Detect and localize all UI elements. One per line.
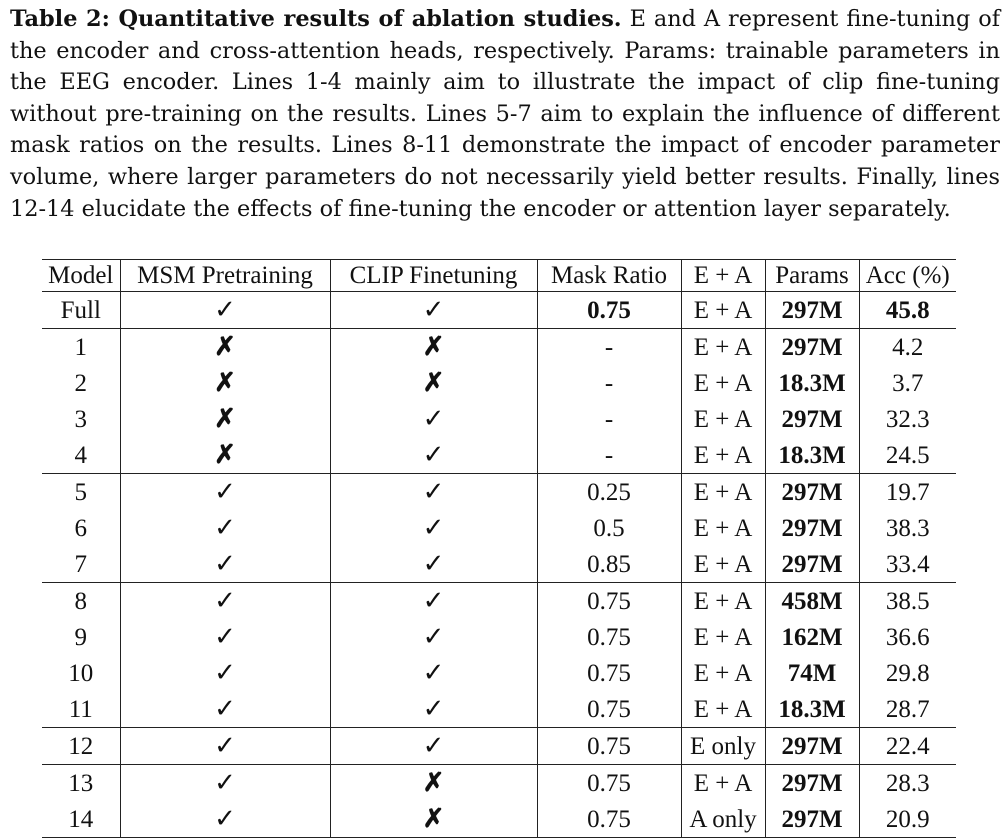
cell-acc: 38.3 — [859, 510, 956, 546]
table-row — [42, 474, 956, 511]
cell-params: 297M — [765, 765, 859, 802]
cell-params: 18.3M — [765, 365, 859, 401]
cell-clip — [330, 583, 537, 620]
check-icon: ✓ — [422, 658, 445, 687]
header-clip-finetuning: CLIP Finetuning — [330, 260, 537, 292]
cell-model: 8 — [74, 587, 87, 615]
cell-msm — [120, 474, 330, 511]
cell-clip — [330, 728, 537, 765]
cell-mask-ratio: 0.75 — [537, 619, 681, 655]
cross-icon: ✗ — [422, 768, 445, 797]
cell-msm — [120, 801, 330, 838]
check-icon: ✓ — [214, 549, 236, 578]
cell-e-plus-a: E + A — [681, 765, 765, 802]
cell-e-plus-a: E + A — [681, 619, 765, 655]
check-icon: ✓ — [422, 440, 445, 469]
cell-params: 297M — [765, 801, 859, 838]
header-model: Model — [48, 262, 114, 289]
cell-mask-ratio: 0.75 — [537, 691, 681, 728]
cell-acc: 24.5 — [859, 437, 956, 474]
cell-msm — [120, 691, 330, 728]
cell-e-plus-a: E + A — [681, 437, 765, 474]
cell-model: 11 — [68, 695, 93, 723]
cell-mask-ratio: 0.75 — [537, 292, 681, 329]
cell-msm — [120, 510, 330, 546]
cell-model: 2 — [74, 369, 87, 397]
check-icon: ✓ — [214, 731, 236, 760]
cell-mask-ratio: - — [537, 365, 681, 401]
header-params: Params — [765, 260, 859, 292]
cell-model: Full — [60, 296, 101, 324]
cell-msm — [120, 365, 330, 401]
cell-clip — [330, 292, 537, 329]
ablation-rows — [42, 329, 956, 838]
cell-msm — [120, 619, 330, 655]
cell-mask-ratio: 0.25 — [537, 474, 681, 511]
cell-clip — [330, 329, 537, 366]
cell-params: 162M — [765, 619, 859, 655]
cell-acc: 33.4 — [859, 546, 956, 583]
table-row — [42, 765, 956, 802]
cell-model: 3 — [74, 405, 87, 433]
cross-icon: ✗ — [214, 440, 236, 469]
cell-e-plus-a: E + A — [681, 583, 765, 620]
check-icon: ✓ — [214, 477, 236, 506]
cell-e-plus-a: E + A — [681, 401, 765, 437]
cell-model: 1 — [74, 333, 87, 361]
cell-clip — [330, 437, 537, 474]
cell-e-plus-a: E + A — [681, 292, 765, 329]
cell-acc: 28.7 — [859, 691, 956, 728]
cell-model: 7 — [74, 550, 87, 578]
cell-mask-ratio: - — [537, 329, 681, 366]
cell-clip — [330, 474, 537, 511]
cross-icon: ✗ — [422, 368, 445, 397]
cell-mask-ratio: - — [537, 437, 681, 474]
check-icon: ✓ — [214, 513, 236, 542]
table-caption — [10, 4, 1000, 225]
cell-clip — [330, 365, 537, 401]
cell-mask-ratio: 0.75 — [537, 728, 681, 765]
table-row — [42, 437, 956, 474]
cell-params: 297M — [765, 329, 859, 366]
check-icon: ✓ — [214, 295, 236, 324]
cell-e-plus-a: E + A — [681, 691, 765, 728]
full-model-row — [42, 292, 956, 329]
cell-e-plus-a: E + A — [681, 546, 765, 583]
cell-e-plus-a: A only — [681, 801, 765, 838]
cell-params: 297M — [765, 474, 859, 511]
cell-acc: 3.7 — [859, 365, 956, 401]
cell-msm — [120, 728, 330, 765]
cell-params: 297M — [765, 401, 859, 437]
cell-e-plus-a: E + A — [681, 365, 765, 401]
cell-clip — [330, 655, 537, 691]
cell-clip — [330, 619, 537, 655]
check-icon: ✓ — [422, 295, 445, 324]
check-icon: ✓ — [214, 622, 236, 651]
table-row — [42, 583, 956, 620]
check-icon: ✓ — [214, 768, 236, 797]
cell-clip — [330, 546, 537, 583]
cell-clip — [330, 510, 537, 546]
cell-e-plus-a: E + A — [681, 474, 765, 511]
cell-acc: 38.5 — [859, 583, 956, 620]
cell-mask-ratio: - — [537, 401, 681, 437]
cell-msm — [120, 292, 330, 329]
table-row — [42, 365, 956, 401]
header-e-plus-a: E + A — [681, 260, 765, 292]
cell-clip — [330, 801, 537, 838]
check-icon: ✓ — [422, 549, 445, 578]
cross-icon: ✗ — [214, 368, 236, 397]
cell-acc: 32.3 — [859, 401, 956, 437]
check-icon: ✓ — [422, 477, 445, 506]
cell-acc: 36.6 — [859, 619, 956, 655]
cell-msm — [120, 546, 330, 583]
cell-model: 9 — [74, 623, 87, 651]
cell-acc: 29.8 — [859, 655, 956, 691]
cell-model: 12 — [68, 732, 94, 760]
check-icon: ✓ — [422, 513, 445, 542]
check-icon: ✓ — [214, 658, 236, 687]
cell-acc: 45.8 — [859, 292, 956, 329]
cell-msm — [120, 765, 330, 802]
cell-mask-ratio: 0.75 — [537, 583, 681, 620]
table-row — [42, 619, 956, 655]
cell-params: 18.3M — [765, 691, 859, 728]
cell-model: 6 — [74, 514, 87, 542]
check-icon: ✓ — [422, 622, 445, 651]
cell-model: 10 — [68, 659, 94, 687]
cell-msm — [120, 437, 330, 474]
cell-clip — [330, 765, 537, 802]
cell-e-plus-a: E + A — [681, 655, 765, 691]
table-row — [42, 801, 956, 838]
cell-msm — [120, 583, 330, 620]
check-icon: ✓ — [422, 586, 445, 615]
cell-acc: 22.4 — [859, 728, 956, 765]
table-row — [42, 691, 956, 728]
header-row — [42, 260, 956, 292]
header-msm-pretraining: MSM Pretraining — [120, 260, 330, 292]
cell-msm — [120, 401, 330, 437]
cell-params: 297M — [765, 510, 859, 546]
cross-icon: ✗ — [214, 404, 236, 433]
caption-label: Table 2: Quantitative results of ablation studies. — [10, 6, 622, 32]
cell-mask-ratio: 0.75 — [537, 655, 681, 691]
check-icon: ✓ — [422, 731, 445, 760]
cross-icon: ✗ — [422, 804, 445, 833]
cell-params: 458M — [765, 583, 859, 620]
table-row — [42, 655, 956, 691]
cross-icon: ✗ — [214, 332, 236, 361]
cell-msm — [120, 655, 330, 691]
header-mask-ratio: Mask Ratio — [537, 260, 681, 292]
cell-acc: 20.9 — [859, 801, 956, 838]
cross-icon: ✗ — [422, 332, 445, 361]
cell-model: 13 — [68, 769, 94, 797]
cell-params: 74M — [765, 655, 859, 691]
cell-e-plus-a: E + A — [681, 510, 765, 546]
table-row — [42, 329, 956, 366]
cell-clip — [330, 401, 537, 437]
check-icon: ✓ — [422, 694, 445, 723]
cell-model: 4 — [74, 441, 87, 469]
cell-mask-ratio: 0.5 — [537, 510, 681, 546]
cell-acc: 19.7 — [859, 474, 956, 511]
cell-acc: 4.2 — [859, 329, 956, 366]
check-icon: ✓ — [214, 694, 236, 723]
cell-params: 297M — [765, 728, 859, 765]
cell-mask-ratio: 0.75 — [537, 801, 681, 838]
cell-acc: 28.3 — [859, 765, 956, 802]
cell-e-plus-a: E + A — [681, 329, 765, 366]
cell-params: 297M — [765, 546, 859, 583]
header-acc: Acc (%) — [859, 260, 956, 292]
cell-msm — [120, 329, 330, 366]
check-icon: ✓ — [422, 404, 445, 433]
table-row — [42, 546, 956, 583]
cell-model: 14 — [68, 805, 94, 833]
check-icon: ✓ — [214, 586, 236, 615]
table-row — [42, 401, 956, 437]
cell-clip — [330, 691, 537, 728]
cell-mask-ratio: 0.75 — [537, 765, 681, 802]
cell-params: 18.3M — [765, 437, 859, 474]
table-row — [42, 510, 956, 546]
check-icon: ✓ — [214, 804, 236, 833]
ablation-table — [42, 259, 956, 838]
cell-e-plus-a: E only — [681, 728, 765, 765]
cell-params: 297M — [765, 292, 859, 329]
caption-text: E and A represent fine-tuning of the encoder and cross-attention heads, respectively. Params: trainable parameters in the EEG encoder. Lines 1-4 mainly aim to illustrate the impact of clip fine-tuning without pre-training on the results. Lines 5-7 aim to explain the influence of different mask ratios on the results. Lines 8-11 demonstrate the impact of encoder parameter volume, where larger parameters do not necessarily yield better results. Finally, lines 12-14 elucidate the effects of fine-tuning the encoder or attention layer separately. — [10, 6, 1000, 222]
table-row — [42, 728, 956, 765]
cell-model: 5 — [74, 478, 87, 506]
cell-mask-ratio: 0.85 — [537, 546, 681, 583]
